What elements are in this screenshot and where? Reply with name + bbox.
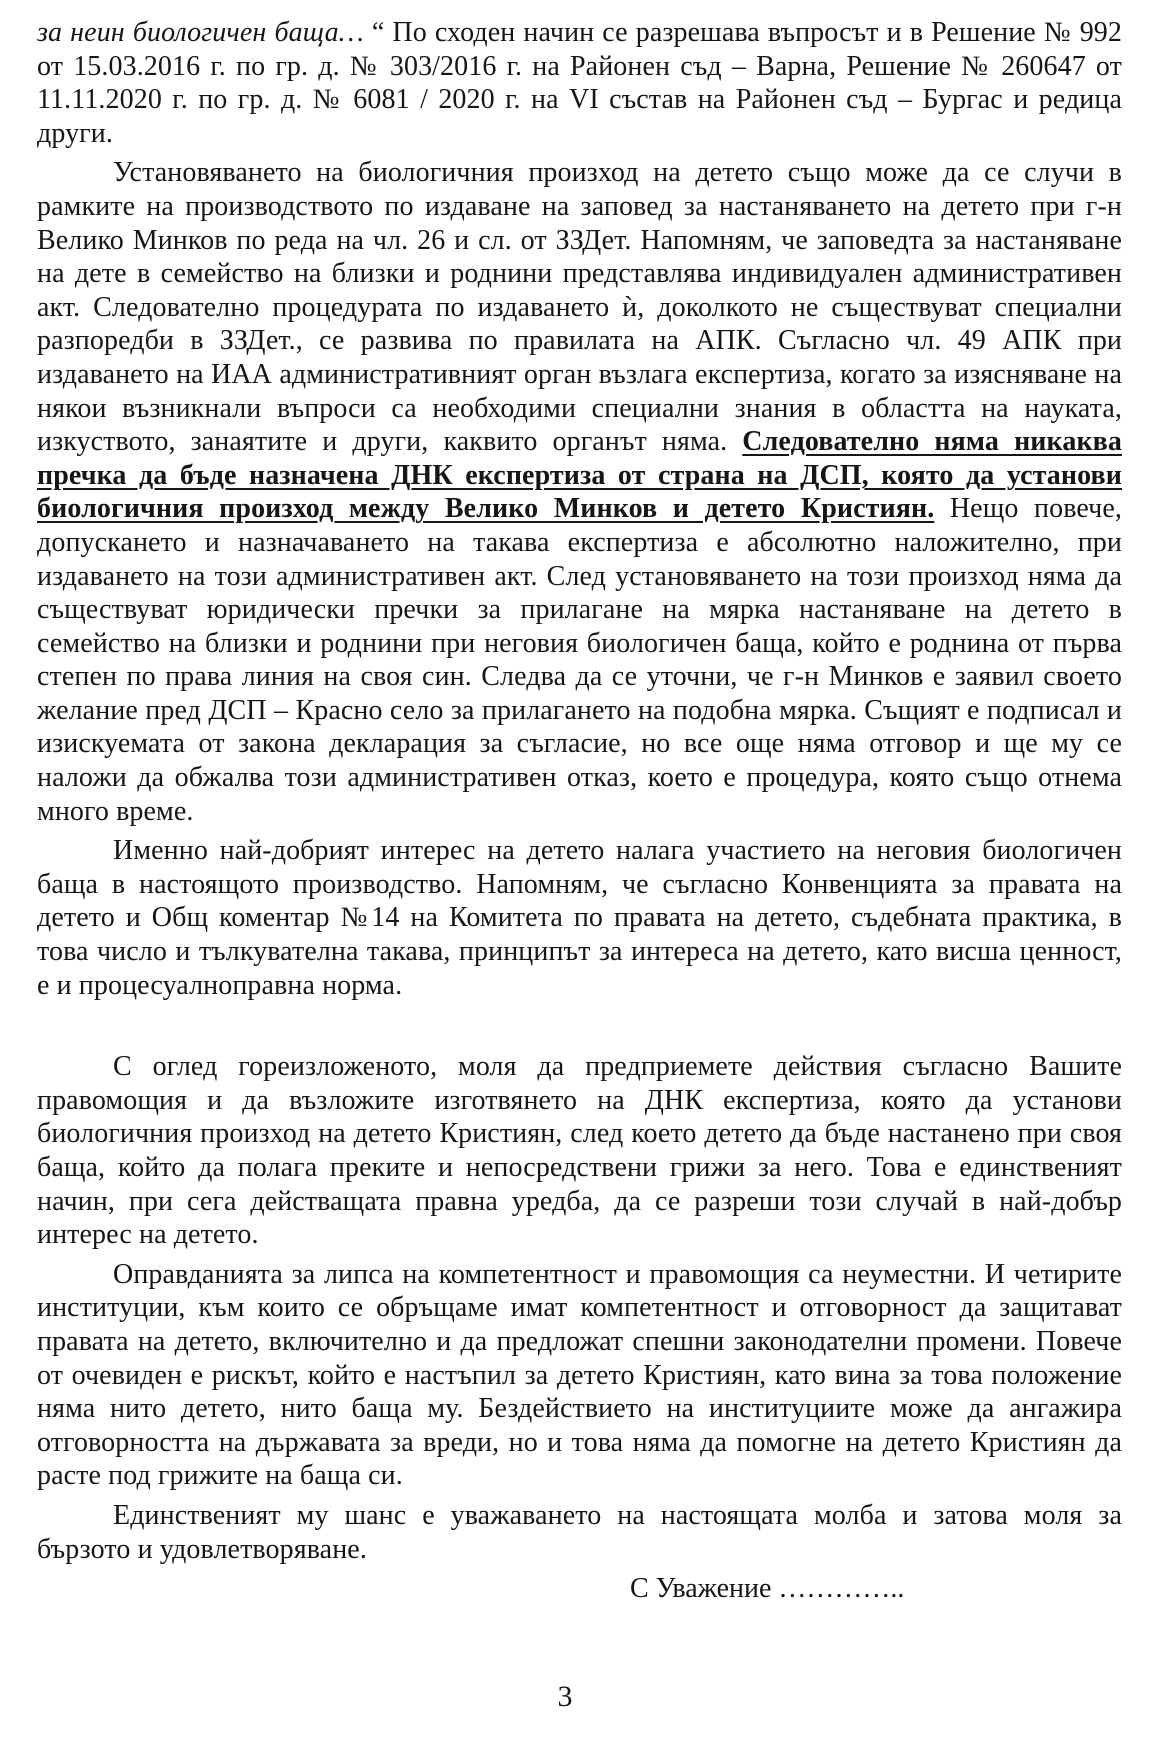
- paragraph: [37, 1258, 1122, 1493]
- text-run-normal: “ По сходен начин се разрешава въпросът и в Решение № 992 от 15.03.2016 г. по гр. д. № 303/2016 г. на Районен съд – Варна, Решение № 260647 от 11.11.2020 г. по гр. д. № 6081 / 2020 г. на VI състав на Районен съд – Бургас и редица други.: [37, 17, 1122, 149]
- signature-line: С Уважение …………..: [630, 1573, 905, 1605]
- text-run-normal: Единственият му шанс е уважаването на настоящата молба и затова моля за бързото и удовлетворяване.: [37, 1499, 1122, 1565]
- text-run-normal: Именно най-добрият интерес на детето налага участието на неговия биологичен баща в настоящото производство. Напомням, че съгласно Конвенцията за правата на детето и Общ коментар №14 на Комитета по правата на детето, съдебната практика, в това число и тълкувателна такава, принципът за интереса на детето, като висша ценност, е и процесуалноправна норма.: [37, 835, 1122, 1001]
- text-run-bold-underline: Следователно няма никаква пречка да бъде назначена ДНК експертиза от страна на ДСП, която да установи биологичния произход между Велико Минков и детето Кристиян.: [37, 426, 1122, 525]
- paragraph: [37, 1050, 1122, 1252]
- text-run-normal: Нещо повече, допускането и назначаването на такава експертиза е абсолютно наложително, при издаването на този административен акт. След установяването на този произход няма да съществуват юридически пречки за прилагане на мярка настаняване на детето в семейство на близки и роднини при неговия биологичен баща, който е роднина от първа степен по права линия на своя син. Следва да се уточни, че г-н Минков е заявил своето желание пред ДСП – Красно село за прилагането на подобна мярка. Същият е подписал и изискуемата от закона декларация за съгласие, но все още няма отговор и ще му се наложи да обжалва този административен отказ, което е процедура, която също отнема много време.: [37, 493, 1122, 827]
- paragraph: [37, 834, 1122, 1002]
- paragraph: [37, 16, 1122, 150]
- text-run-normal: Установяването на биологичния произход на детето също може да се случи в рамките на производството по издаване на заповед за настаняването на детето при г-н Велико Минков по реда на чл. 26 и сл. от ЗЗДет. Напомням, че заповедта за настаняване на дете в семейство на близки и роднини представлява индивидуален административен акт. Следователно процедурата по издаването ѝ, доколкото не съществуват специални разпоредби в ЗЗДет., се развива по правилата на АПК. Съгласно чл. 49 АПК при издаването на ИАА административният орган възлага експертиза, когато за изясняване на някои възникнали въпроси са необходими специални знания в областта на науката, изкуството, занаятите и други, каквито органът няма.: [37, 157, 1122, 458]
- text-run-italic: за неин биологичен баща…: [37, 17, 364, 48]
- paragraph: [37, 1499, 1122, 1566]
- paragraph: [37, 156, 1122, 828]
- text-run-normal: С оглед гореизложеното, моля да предприемете действия съгласно Вашите правомощия и да възложите изготвянето на ДНК експертиза, която да установи биологичния произход на детето Кристиян, след което детето да бъде настанено при своя баща, който да полага преките и непосредствени грижи за него. Това е единственият начин, при сега действащата правна уредба, да се разреши този случай в най-добър интерес на детето.: [37, 1051, 1122, 1251]
- page-number: 3: [557, 1680, 573, 1713]
- text-run-normal: Оправданията за липса на компетентност и правомощия са неуместни. И четирите институции, към които се обръщаме имат компетентност и отговорност да защитават правата на детето, включително и да предложат спешни законодателни промени. Повече от очевиден е рискът, който е настъпил за детето Кристиян, като вина за това положение няма нито детето, нито баща му. Бездействието на институциите може да ангажира отговорността на държавата за вреди, но и това няма да помогне на детето Кристиян да расте под грижите на баща си.: [37, 1258, 1122, 1492]
